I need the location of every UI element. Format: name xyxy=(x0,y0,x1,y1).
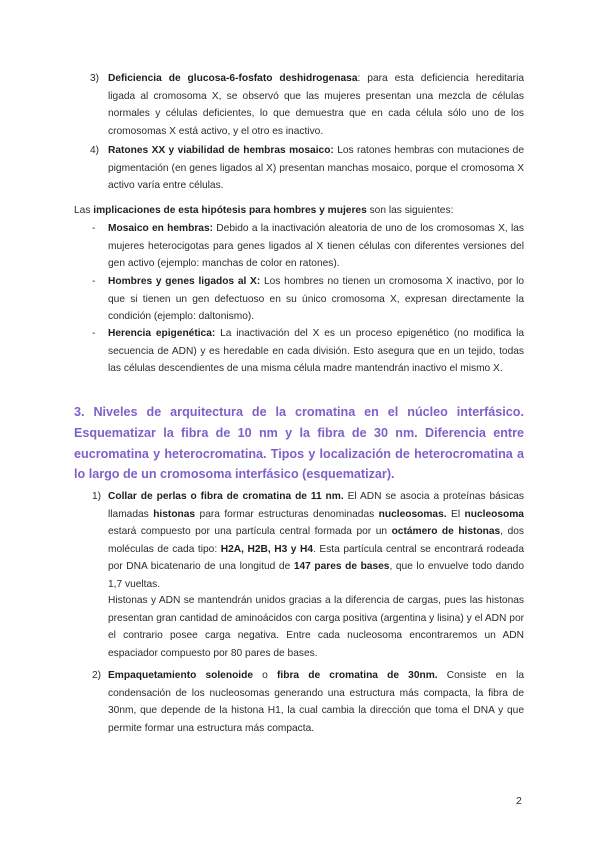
list-number: 3) xyxy=(90,73,100,84)
bullet-marker: - xyxy=(92,223,96,234)
list-item-solenoide: Empaquetamiento solenoide o fibra de cromatina de 30nm. Consiste en la condensación de los nucleosomas generando una estructura más compacta, la fibra de 30nm, que depende de la histona H1, la cual cambia la dirección que toma el DNA y que permite formar una estructura más compacta. xyxy=(108,670,524,734)
histonas-paragraph: Histonas y ADN se mantendrán unidos gracias a la diferencia de cargas, pues las histonas presentan gran cantidad de aminoácidos con carga positiva (argentina y lisina) y el ADN por el contrario posee carga negativa. Entre cada nucleosoma encontraremos un ADN espaciador compuesto por 80 pares de bases. xyxy=(108,595,524,659)
list-number: 4) xyxy=(90,145,100,156)
bullet-marker: - xyxy=(92,328,96,339)
section-heading: 3. Niveles de arquitectura de la cromatina en el núcleo interfásico. Esquematizar la fibra de 10 nm y la fibra de 30 nm. Diferencia entre eucromatina y heterocromatina. Tipos y localización de heterocromatina a lo largo de un cromosoma interfásico (esquematizar). xyxy=(74,405,524,482)
item-text: Los ratones hembras con mutaciones de pigmentación (en genes ligados al X) presentan manchas mosaico, porque el cromosoma X activo varía entre células. xyxy=(108,145,524,191)
item-title: Deficiencia de glucosa-6-fosfato deshidrogenasa xyxy=(108,73,358,84)
list-item-g6pd xyxy=(108,70,524,140)
item-text: : para esta deficiencia hereditaria ligada al cromosoma X, se observó que las mujeres presentan una mezcla de células normales y células deficientes, lo que demuestra que en cada célula sólo uno de los cromosomas X está activo, y el otro es inactivo. xyxy=(108,73,524,137)
page-number: 2 xyxy=(516,795,522,807)
bullet-marker: - xyxy=(92,276,96,287)
item-title: Ratones XX y viabilidad de hembras mosaico: xyxy=(108,145,334,156)
list-number: 2) xyxy=(92,670,102,681)
list-item-collar-perlas: Collar de perlas o fibra de cromatina de 11 nm. El ADN se asocia a proteínas básicas llamadas histonas para formar estructuras denominadas nucleosomas. El nucleosoma estará compuesto por una partícula central formada por un octámero de histonas, dos moléculas de cada tipo: H2A, H2B, H3 y H4. Esta partícula central se encontrará rodeada por DNA bicatenario de una longitud de 147 pares de bases, que lo envuelve todo dando 1,7 vueltas. xyxy=(108,491,525,590)
list-item-ratones xyxy=(108,142,524,195)
bullet-mosaico: Mosaico en hembras: Debido a la inactivación aleatoria de uno de los cromosomas X, las mujeres heterocigotas para genes ligados al X tienen células con diferentes versiones del gen activo (ejemplo: manchas de color en ratones). xyxy=(108,223,524,269)
bullet-herencia: Herencia epigenética: La inactivación del X es un proceso epigenético (no modifica la secuencia de ADN) y es heredable en cada división. Esto asegura que en un tejido, todas las células descendientes de una misma célula madre mantendrán inactivo el mismo X. xyxy=(108,328,525,374)
bullet-hombres: Hombres y genes ligados al X: Los hombres no tienen un cromosoma X inactivo, por lo que si tienen un gen defectuoso en su único cromosoma X, expresan directamente la condición (ejemplo: daltonismo). xyxy=(108,276,524,322)
implications-intro: Las implicaciones de esta hipótesis para hombres y mujeres son las siguientes: xyxy=(74,205,454,216)
list-number: 1) xyxy=(92,491,102,502)
